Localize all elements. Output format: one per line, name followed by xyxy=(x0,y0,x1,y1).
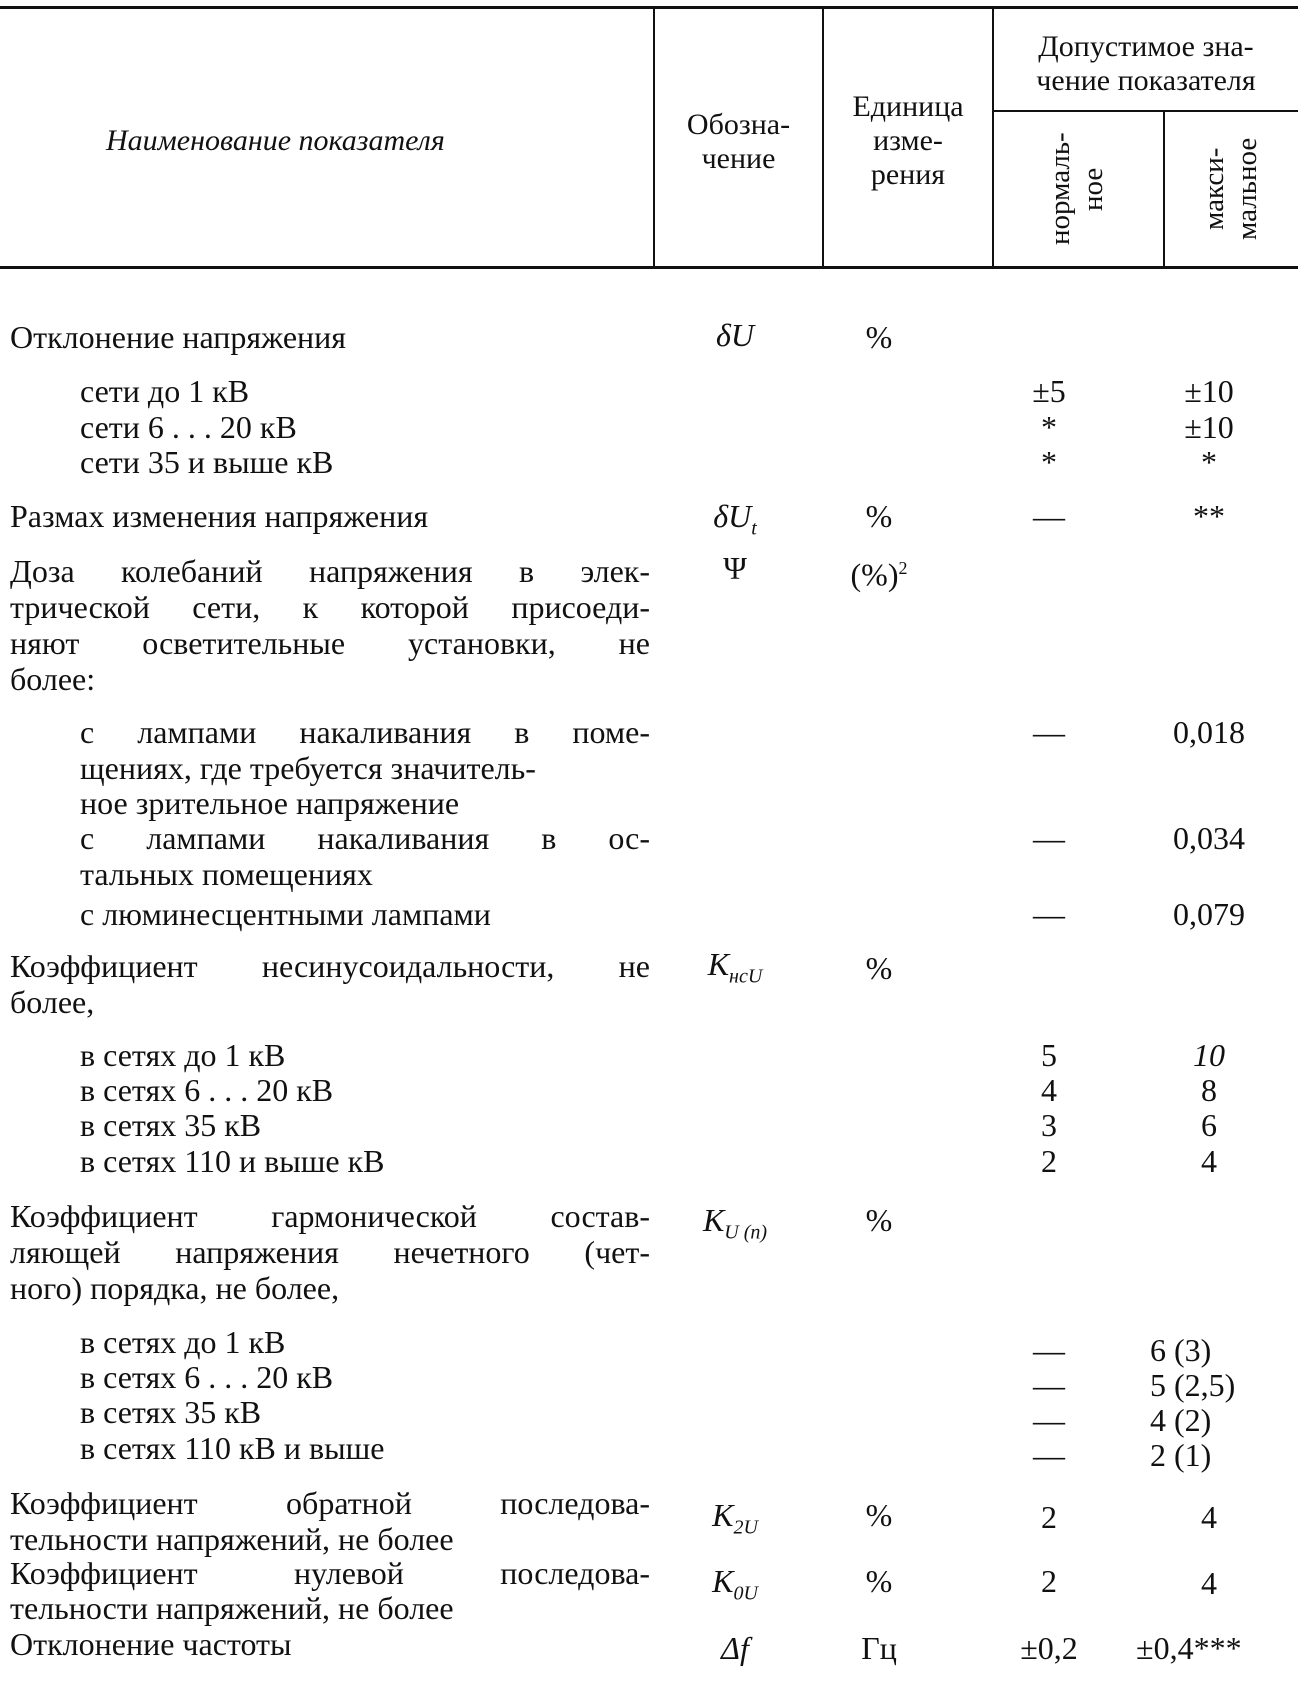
r7-name-line2: тельности напряжений, не более xyxy=(10,1590,454,1626)
r3-name-line3: няют осветительные установки, не xyxy=(10,625,650,661)
r4b-max: 8 xyxy=(1201,1072,1217,1108)
header-unit-line2: изме- xyxy=(873,124,943,157)
r8-symbol: Δf xyxy=(721,1630,749,1666)
r7-symbol-main: K xyxy=(712,1563,734,1599)
header-symbol-line2: чение xyxy=(701,142,776,175)
r2-normal: — xyxy=(1033,498,1065,534)
r4a-normal: 5 xyxy=(1041,1037,1057,1073)
r4d-name: в сетях 110 и выше кВ xyxy=(80,1143,385,1179)
r1b-normal: * xyxy=(1041,409,1057,445)
allowed-subheader-rule xyxy=(993,110,1298,112)
header-name: Наименование показателя xyxy=(106,124,445,157)
r8-max: ±0,4*** xyxy=(1136,1630,1242,1666)
r3-symbol: Ψ xyxy=(723,550,747,586)
r5-symbol xyxy=(655,1202,815,1250)
r1a-max: ±10 xyxy=(1184,373,1234,409)
r3a-name-line2: щениях, где требуется значитель- xyxy=(80,750,536,786)
r5c-max: 4 (2) xyxy=(1150,1402,1212,1438)
r7-unit: % xyxy=(865,1563,893,1599)
r2-max: ** xyxy=(1193,498,1225,534)
r4-name-line2: более, xyxy=(10,984,95,1020)
r3-name-line2: трической сети, к которой присоеди- xyxy=(10,589,650,625)
r1-name: Отклонение напряжения xyxy=(10,319,346,355)
r3-unit-main: (%) xyxy=(850,556,899,593)
r3-name-line1: Доза колебаний напряжения в элек- xyxy=(10,553,650,589)
r6-symbol-sub: 2U xyxy=(733,1516,758,1539)
header-normal xyxy=(1044,124,1116,254)
r5a-name: в сетях до 1 кВ xyxy=(80,1324,286,1360)
r4d-normal: 2 xyxy=(1041,1143,1057,1179)
r2-name: Размах изменения напряжения xyxy=(10,498,429,534)
r8-normal: ±0,2 xyxy=(1020,1630,1078,1666)
r2-symbol-sub: t xyxy=(751,517,757,540)
r4d-max: 4 xyxy=(1201,1143,1217,1179)
header-max-line2: мальное xyxy=(1231,137,1263,241)
r1c-name: сети 35 и выше кВ xyxy=(80,444,334,480)
r1-symbol: δU xyxy=(716,317,754,353)
r2-symbol xyxy=(655,498,815,546)
r8-unit: Гц xyxy=(861,1630,897,1666)
header-bottom-rule xyxy=(0,266,1298,269)
r3a-name-line1: с лампами накаливания в поме- xyxy=(80,714,650,750)
r3b-normal: — xyxy=(1033,820,1065,856)
r3b-name-line1: с лампами накаливания в ос- xyxy=(80,820,650,856)
r5a-normal: — xyxy=(1033,1332,1065,1368)
header-normal-line1: нормаль- xyxy=(1044,132,1076,246)
r6-symbol-main: K xyxy=(712,1497,734,1533)
r1c-max: * xyxy=(1201,444,1217,480)
r4c-normal: 3 xyxy=(1041,1107,1057,1143)
header-normal-line2: ное xyxy=(1077,167,1109,211)
header-max xyxy=(1198,124,1270,254)
header-allowed-line1: Допустимое зна- xyxy=(1038,30,1254,63)
r4a-max: 10 xyxy=(1193,1037,1225,1073)
r3-unit xyxy=(824,550,934,593)
r5c-name: в сетях 35 кВ xyxy=(80,1394,262,1430)
r6-name-line1: Коэффициент обратной последова- xyxy=(10,1485,650,1521)
r3a-name-line3: ное зрительное напряжение xyxy=(80,785,460,821)
r4-symbol xyxy=(655,946,815,994)
r5d-normal: — xyxy=(1033,1437,1065,1473)
r1-unit: % xyxy=(865,319,893,355)
r5b-name: в сетях 6 . . . 20 кВ xyxy=(80,1359,334,1395)
r1c-normal: * xyxy=(1041,444,1057,480)
r2-unit: % xyxy=(865,498,893,534)
r5a-max: 6 (3) xyxy=(1150,1332,1212,1368)
r4a-name: в сетях до 1 кВ xyxy=(80,1037,286,1073)
r7-symbol xyxy=(655,1563,815,1611)
r4c-max: 6 xyxy=(1201,1107,1217,1143)
r3-name-line4: более: xyxy=(10,661,96,697)
r5-name-line2: ляющей напряжения нечетного (чет- xyxy=(10,1234,650,1270)
r1b-max: ±10 xyxy=(1184,409,1234,445)
header-top-rule xyxy=(0,6,1298,9)
header-max-line1: макси- xyxy=(1198,147,1230,231)
r5-symbol-main: K xyxy=(702,1202,725,1238)
r5d-max: 2 (1) xyxy=(1150,1437,1212,1473)
header-unit-line1: Единица xyxy=(852,90,964,123)
r7-symbol-sub: 0U xyxy=(733,1582,758,1605)
r7-max: 4 xyxy=(1201,1565,1217,1601)
r4b-normal: 4 xyxy=(1041,1072,1057,1108)
col-divider-4 xyxy=(1163,112,1165,266)
r3a-max: 0,018 xyxy=(1173,714,1245,750)
r3c-name: с люминесцентными лампами xyxy=(80,896,491,932)
r6-max: 4 xyxy=(1201,1499,1217,1535)
r1a-normal: ±5 xyxy=(1032,373,1066,409)
r5b-max: 5 (2,5) xyxy=(1150,1367,1236,1403)
r4b-name: в сетях 6 . . . 20 кВ xyxy=(80,1072,334,1108)
r6-name-line2: тельности напряжений, не более xyxy=(10,1521,454,1557)
r5b-normal: — xyxy=(1033,1367,1065,1403)
header-allowed-line2: чение показателя xyxy=(1036,64,1256,97)
r4-symbol-sub: нсU xyxy=(729,965,763,988)
header-unit-line3: рения xyxy=(870,158,946,191)
r6-unit: % xyxy=(865,1497,893,1533)
r7-normal: 2 xyxy=(1041,1563,1057,1599)
r3a-normal: — xyxy=(1033,714,1065,750)
r1b-name: сети 6 . . . 20 кВ xyxy=(80,409,297,445)
r4-unit: % xyxy=(865,950,893,986)
r4c-name: в сетях 35 кВ xyxy=(80,1107,262,1143)
r7-name-line1: Коэффициент нулевой последова- xyxy=(10,1555,650,1591)
r3c-normal: — xyxy=(1033,896,1065,932)
r5d-name: в сетях 110 кВ и выше xyxy=(80,1430,385,1466)
r6-symbol xyxy=(655,1497,815,1545)
header-symbol-line1: Обозна- xyxy=(686,108,791,141)
r5-name-line3: ного) порядка, не более, xyxy=(10,1270,340,1306)
r4-symbol-main: K xyxy=(707,946,730,982)
r3b-name-line2: тальных помещениях xyxy=(80,856,373,892)
r8-name: Отклонение частоты xyxy=(10,1626,292,1662)
r5c-normal: — xyxy=(1033,1402,1065,1438)
r3-unit-sup: 2 xyxy=(898,558,908,578)
r5-unit: % xyxy=(865,1202,893,1238)
r5-symbol-sub: U (n) xyxy=(724,1221,768,1244)
r1a-name: сети до 1 кВ xyxy=(80,373,250,409)
r2-symbol-main: δU xyxy=(713,498,752,534)
r3b-max: 0,034 xyxy=(1173,820,1245,856)
r6-normal: 2 xyxy=(1041,1499,1057,1535)
r3c-max: 0,079 xyxy=(1173,896,1245,932)
r5-name-line1: Коэффициент гармонической состав- xyxy=(10,1198,650,1234)
r4-name-line1: Коэффициент несинусоидальности, не xyxy=(10,948,650,984)
